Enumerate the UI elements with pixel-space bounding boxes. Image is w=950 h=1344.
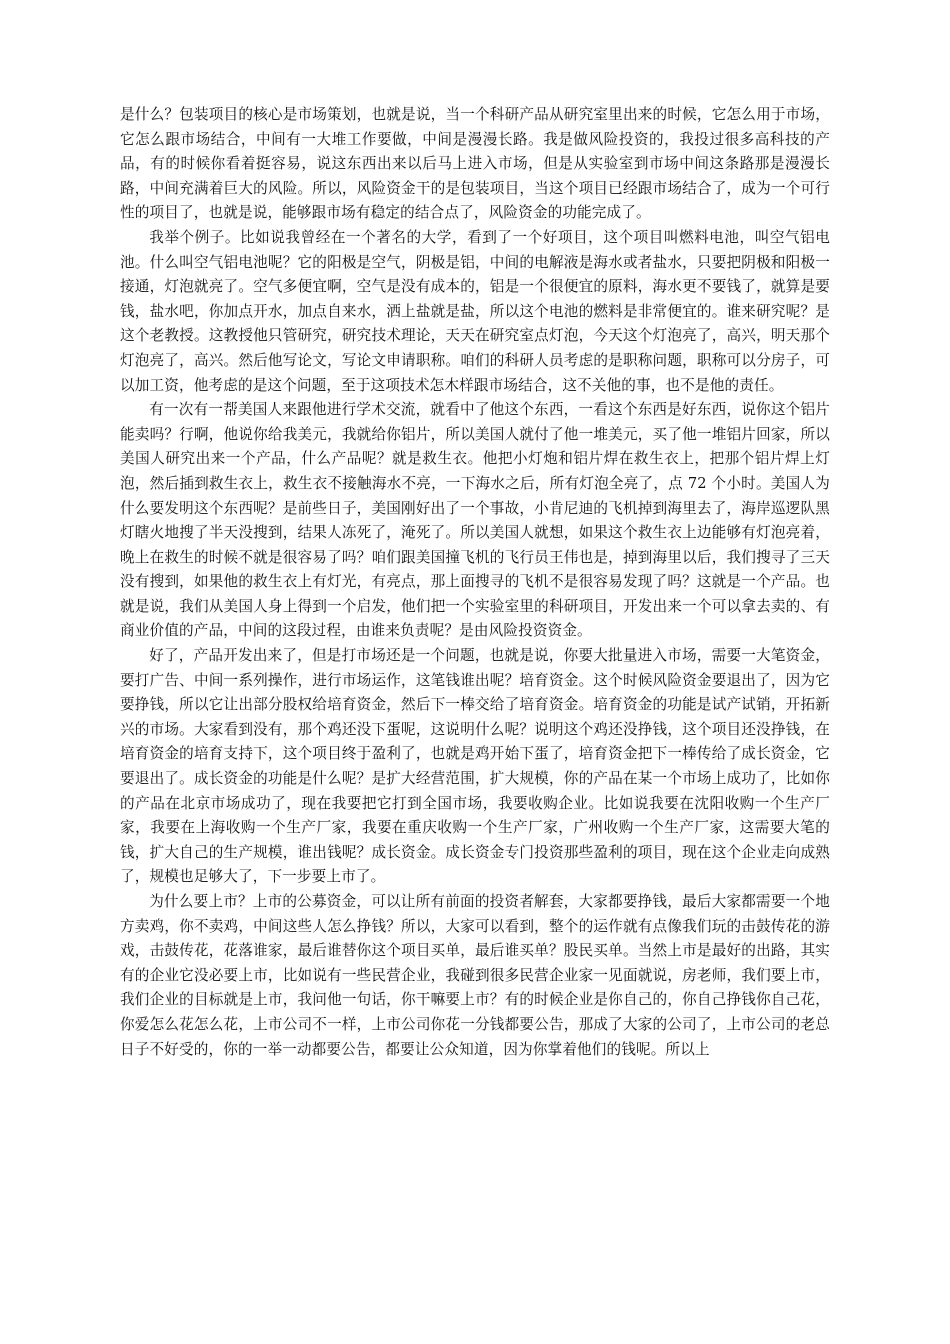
paragraph-4: 好了，产品开发出来了，但是打市场还是一个问题，也就是说，你要大批量进入市场，需要一大笔资金，要打广告、中间一系列操作，进行市场运作，这笔钱谁出呢？培育资金。这个时候风险资金要退出了，因为它要挣钱，所以它让出部分股权给培育资金，然后下一棒交给了培育资金。培育资金的功能是试产试销，开拓新兴的市场。大家看到没有，那个鸡还没下蛋呢，这说明什么呢？说明这个鸡还没挣钱，这个项目还没挣钱，在培育资金的培育支持下，这个项目终于盈利了，也就是鸡开始下蛋了，培育资金把下一棒传给了成长资金，它要退出了。成长资金的功能是什么呢？是扩大经营范围，扩大规模，你的产品在某一个市场上成功了，比如你的产品在北京市场成功了，现在我要把它打到全国市场，我要收购企业。比如说我要在沈阳收购一个生产厂家，我要在上海收购一个生产厂家，我要在重庆收购一个生产厂家，广州收购一个生产厂家，这需要大笔的钱，扩大自己的生产规模，谁出钱呢？成长资金。成长资金专门投资那些盈利的项目，现在这个企业走向成熟了，规模也足够大了，下一步要上市了。 (120, 647, 830, 886)
paragraph-1: 是什么？包装项目的核心是市场策划，也就是说，当一个科研产品从研究室里出来的时候，它怎么用于市场，它怎么跟市场结合，中间有一大堆工作要做，中间是漫漫长路。我是做风险投资的，我投过很多高科技的产品，有的时候你看着挺容易，说这东西出来以后马上进入市场，但是从实验室到市场中间这条路那是漫漫长路，中间充满着巨大的风险。所以，风险资金干的是包装项目，当这个项目已经跟市场结合了，成为一个可行性的项目了，也就是说，能够跟市场有稳定的结合点了，风险资金的功能完成了。 (120, 106, 830, 222)
paragraph-2: 我举个例子。比如说我曾经在一个著名的大学，看到了一个好项目，这个项目叫燃料电池，叫空气铝电池。什么叫空气铝电池呢？它的阳极是空气，阴极是铝，中间的电解液是海水或者盐水，只要把阴极和阳极一接通，灯泡就亮了。空气多便宜啊，空气是没有成本的，铝是一个很便宜的原料，海水更不要钱了，就算是要钱，盐水吧，你加点开水，加点自来水，洒上盐就是盐，所以这个电池的燃料是非常便宜的。谁来研究呢？是这个老教授。这教授他只管研究，研究技术理论，天天在研究室点灯泡，今天这个灯泡亮了，高兴，明天那个灯泡亮了，高兴。然后他写论文，写论文申请职称。咱们的科研人员考虑的是职称问题，职称可以分房子，可以加工资，他考虑的是这个问题，至于这项技术怎木样跟市场结合，这不关他的事，也不是他的责任。 (120, 228, 830, 394)
paragraph-3: 有一次有一帮美国人来跟他进行学术交流，就看中了他这个东西，一看这个东西是好东西，说你这个铝片能卖吗？行啊，他说你给我美元，我就给你铝片，所以美国人就付了他一堆美元，买了他一堆铝片回家，所以美国人研究出来一个产品，什么产品呢？就是救生衣。他把小灯炮和铝片焊在救生衣上，把那个铝片焊上灯泡，然后插到救生衣上，救生衣不接触海水不亮，一下海水之后，所有灯泡全亮了，点 72 个小时。美国人为什么要发明这个东西呢？是前些日子，美国刚好出了一个事故，小肯尼迪的飞机掉到海里去了，海岸巡逻队黑灯瞎火地搜了半天没搜到，结果人冻死了，淹死了。所以美国人就想，如果这个救生衣上边能够有灯泡亮着，晚上在救生的时候不就是很容易了吗？咱们跟美国撞飞机的飞行员王伟也是，掉到海里以后，我们搜寻了三天没有搜到，如果他的救生衣上有灯光，有亮点，那上面搜寻的飞机不是很容易发现了吗？这就是一个产品。也就是说，我们从美国人身上得到一个启发，他们把一个实验室里的科研项目，开发出来一个可以拿去卖的、有商业价值的产品，中间的这段过程，由谁来负责呢？是由风险投资资金。 (120, 401, 830, 640)
paragraph-5: 为什么要上市？上市的公募资金，可以让所有前面的投资者解套，大家都要挣钱，最后大家都需要一个地方卖鸡，你不卖鸡，中间这些人怎么挣钱？所以，大家可以看到，整个的运作就有点像我们玩的击鼓传花的游戏，击鼓传花，花落谁家，最后谁替你这个项目买单，最后谁买单？股民买单。当然上市是最好的出路，其实有的企业它没必要上市，比如说有一些民营企业，我碰到很多民营企业家一见面就说，房老师，我们要上市，我们企业的目标就是上市，我问他一句话，你干嘛要上市？有的时候企业是你自己的，你自己挣钱你自己花，你爱怎么花怎么花，上市公司不一样，上市公司你花一分钱都要公告，那成了大家的公司了，上市公司的老总日子不好受的，你的一举一动都要公告，都要让公众知道，因为你掌着他们的钱呢。所以上 (120, 893, 830, 1058)
document-page (120, 103, 830, 1062)
